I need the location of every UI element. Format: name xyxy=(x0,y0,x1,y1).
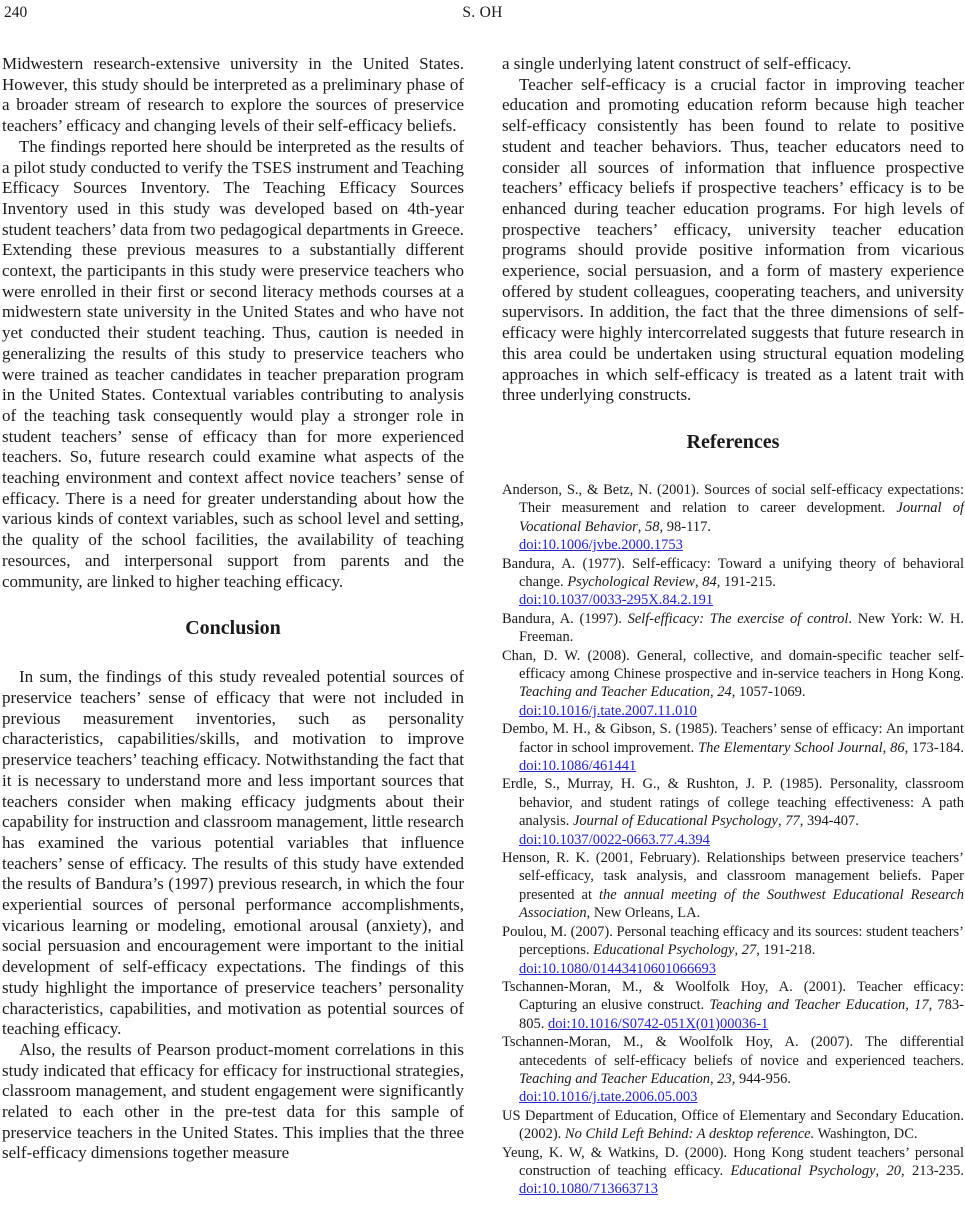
reference-entry xyxy=(502,775,964,849)
reference-text: US Department of Education, Office of Elementary and Secondary Education. (2002). xyxy=(502,1107,964,1143)
italic-title: 17 xyxy=(914,997,929,1014)
reference-entry xyxy=(502,923,964,978)
body-paragraph: Teacher self-efficacy is a crucial factor in improving teacher education and promoting education reform because high teacher self-efficacy consistently has been found to relate to positive student and teacher behaviors. Thus, teacher educators need to consider all sources of information that influence prospective teachers’ efficacy beliefs if prospective teachers’ efficacy is to be enhanced during teacher education programs. For high levels of prospective teachers’ efficacy, university teacher education programs should provide positive information from vicarious experience, social persuasion, and a form of mastery experience offered by student colleagues, cooperating teachers, and university supervisors. In addition, the fact that the three dimensions of self-efficacy were highly intercorrelated suggests that future research in this area could be undertaken using structural equation modeling approaches in which self-efficacy is treated as a latent trait with three underlying constructs. xyxy=(502,74,964,405)
reference-list xyxy=(502,481,964,1199)
doi-link[interactable]: doi:10.1016/j.tate.2006.05.003 xyxy=(519,1089,698,1106)
italic-title: Teaching and Teacher Education xyxy=(709,997,906,1014)
reference-entry xyxy=(502,720,964,775)
reference-text: , xyxy=(710,1070,718,1087)
reference-text: , 191-215. xyxy=(716,573,776,590)
italic-title: 23 xyxy=(717,1070,732,1087)
reference-text: , 1057-1069. xyxy=(731,684,806,701)
doi-link[interactable]: doi:10.1037/0033-295X.84.2.191 xyxy=(519,592,714,609)
reference-text: , 213-235. xyxy=(901,1162,964,1179)
italic-title: Psychological Review xyxy=(567,573,695,590)
reference-text: Erdle, S., Murray, H. G., & Rushton, J. P. (1985). Personality, classroom behavior, and student ratings of college teaching effectiveness: A path analysis. xyxy=(502,776,964,830)
italic-title: Teaching and Teacher Education xyxy=(519,1070,711,1087)
body-paragraph: The findings reported here should be interpreted as the results of a pilot study conducted to verify the TSES instrument and Teaching Efficacy Sources Inventory. The Teaching Efficacy Sources Inventory used in this study was developed based on 4th-year student teachers’ data from two pedagogical departments in Greece. Extending these previous measures to a substantially different context, the participants in this study were preservice teachers who were enrolled in their first or second literacy methods courses at a midwestern state university in the United States and who have not yet conducted their student teaching. Thus, caution is needed in generalizing the results of this study to preservice teachers who were trained as teacher candidates in teacher preparation program in the United States. Contextual variables contributing to analysis of the teaching task consequently would play a stronger role in student teachers’ sense of efficacy than for more experienced teachers. So, future research could examine what aspects of the teaching environment and context affect novice teachers’ sense of efficacy. There is a need for greater understanding about how the various kinds of context variables, such as school level and setting, the quality of the school facilities, the availability of teaching resources, and interpersonal support from parents and the community, are linked to higher teaching efficacy. xyxy=(2,136,464,591)
body-paragraph: Also, the results of Pearson product-moment correlations in this study indicated that efficacy for efficacy for instructional strategies, classroom management, and student engagement were significantly related to each other in the pre-test data for this sample of preservice teachers in the United States. This implies that the three self-efficacy dimensions together measure xyxy=(2,1039,464,1163)
running-head: S. OH xyxy=(462,4,503,21)
italic-title: the annual meeting of the Southwest Educational Research Association xyxy=(519,886,965,922)
reference-text: Tschannen-Moran, M., & Woolfolk Hoy, A. (2001). Teacher efficacy: Capturing an elusive construct. xyxy=(502,978,964,1014)
italic-title: No Child Left Behind: A desktop reference. xyxy=(564,1126,815,1143)
reference-text: Chan, D. W. (2008). General, collective, and domain-specific teacher self-efficacy among Chinese prospective and in-service teachers in Hong Kong. xyxy=(502,647,964,683)
italic-title: Journal of Educational Psychology xyxy=(572,813,778,830)
reference-text: , New Orleans, LA. xyxy=(586,905,701,922)
reference-entry xyxy=(502,555,964,610)
reference-text: Henson, R. K. (2001, February). Relationships between preservice teachers’ self-efficacy, task analysis, and classroom management beliefs. Paper presented at xyxy=(502,850,964,903)
reference-text: , 98-117. xyxy=(659,518,711,535)
doi-link[interactable]: doi:10.1086/461441 xyxy=(519,758,637,775)
reference-entry xyxy=(502,849,964,923)
reference-text: , 191-218. xyxy=(756,942,816,959)
reference-text: Poulou, M. (2007). Personal teaching efficacy and its sources: student teachers’ perceptions. xyxy=(502,923,964,959)
reference-text: Yeung, K. W, & Watkins, D. (2000). Hong Kong student teachers’ personal construction of teaching efficacy. xyxy=(502,1144,964,1179)
reference-entry xyxy=(502,1107,964,1144)
page-header xyxy=(2,3,963,23)
reference-text: , 394-407. xyxy=(799,813,859,830)
reference-text: , xyxy=(875,1162,887,1179)
reference-entry xyxy=(502,1144,964,1199)
doi-link[interactable]: doi:10.1016/S0742-051X(01)00036-1 xyxy=(548,1015,769,1032)
italic-title: 20 xyxy=(886,1162,902,1179)
reference-entry xyxy=(502,978,964,1033)
reference-entry xyxy=(502,610,964,647)
italic-title: Journal of Vocational Behavior xyxy=(519,500,964,535)
body-paragraph: Midwestern research-extensive university in the United States. However, this study should be interpreted as a preliminary phase of a broader stream of research to explore the sources of preservice teachers’ efficacy and changing levels of their self-efficacy beliefs. xyxy=(2,54,464,136)
doi-link[interactable]: doi:10.1080/713663713 xyxy=(519,1181,658,1198)
page-number: 240 xyxy=(4,4,28,21)
reference-entry xyxy=(502,481,964,555)
reference-text: Washington, DC. xyxy=(814,1126,918,1143)
reference-text: Tschannen-Moran, M., & Woolfolk Hoy, A. (2007). The differential antecedents of self-efficacy beliefs of novice and experienced teachers. xyxy=(502,1034,964,1069)
reference-entry xyxy=(502,647,964,721)
italic-title: Educational Psychology xyxy=(730,1162,876,1179)
section-heading: References xyxy=(686,430,780,453)
italic-title: 24 xyxy=(717,684,732,701)
italic-title: 84 xyxy=(702,573,717,590)
doi-link[interactable]: doi:10.1016/j.tate.2007.11.010 xyxy=(519,702,697,719)
doi-link[interactable]: doi:10.1006/jvbe.2000.1753 xyxy=(519,537,683,554)
doi-link[interactable]: doi:10.1037/0022-0663.77.4.394 xyxy=(519,831,710,848)
italic-title: 58 xyxy=(645,518,660,535)
reference-text: , 173-184. xyxy=(904,739,964,756)
reference-text: Dembo, M. H., & Gibson, S. (1985). Teachers’ sense of efficacy: An important factor in school improvement. xyxy=(502,721,964,756)
italic-title: Self-efficacy: The exercise of control xyxy=(627,610,849,627)
reference-entry xyxy=(502,1033,964,1107)
body-paragraph: a single underlying latent construct of self-efficacy. xyxy=(502,54,852,73)
italic-title: Teaching and Teacher Education xyxy=(519,684,711,701)
reference-text: , 783-805. xyxy=(519,997,964,1032)
italic-title: 77 xyxy=(785,813,800,830)
italic-title: 86 xyxy=(890,739,905,756)
italic-title: The Elementary School Journal xyxy=(698,739,883,756)
left-column xyxy=(2,54,464,1199)
doi-link[interactable]: doi:10.1080/01443410601066693 xyxy=(519,960,716,977)
reference-text: , xyxy=(777,813,786,830)
reference-text: , xyxy=(905,997,915,1014)
reference-text: , xyxy=(882,739,891,756)
italic-title: Educational Psychology xyxy=(593,942,735,959)
reference-text: , xyxy=(734,942,742,959)
reference-text: Bandura, A. (1977). Self-efficacy: Toward a unifying theory of behavioral change. xyxy=(502,555,964,590)
right-column xyxy=(502,54,964,1199)
reference-text: , xyxy=(694,573,703,590)
section-heading: Conclusion xyxy=(185,617,281,640)
reference-text: Bandura, A. (1997). xyxy=(502,610,628,627)
two-column-layout xyxy=(2,54,963,1199)
body-paragraph: In sum, the findings of this study revealed potential sources of preservice teachers’ sense of efficacy that were not included in previous measurement inventories, such as personality characteristics, capabilities/skills, and motivation to improve preservice teachers’ teaching efficacy. Notwithstanding the fact that it is necessary to understand more and less important sources that teachers consider when making efficacy judgments about their capability for instruction and classroom management, little research has examined the various potential variables that influence teachers’ sense of efficacy. The results of this study have extended the results of Bandura’s (1997) previous research, in which the four experiential sources of personal performance accomplishments, vicarious learning or modeling, emotional arousal (anxiety), and social persuasion and encouragement were important to the initial development of self-efficacy expectations. The findings of this study highlight the importance of preservice teachers’ personality characteristics, capabilities, and motivation as potential sources of teaching efficacy. xyxy=(2,667,464,1039)
reference-text: , xyxy=(710,684,718,701)
italic-title: 27 xyxy=(741,942,757,959)
reference-text: , 944-956. xyxy=(731,1070,792,1087)
reference-text: , xyxy=(637,518,646,535)
reference-text: . New York: W. H. Freeman. xyxy=(519,610,964,646)
reference-text: Anderson, S., & Betz, N. (2001). Sources of social self-efficacy expectations: Their measurement and relation to career development. xyxy=(502,481,964,517)
